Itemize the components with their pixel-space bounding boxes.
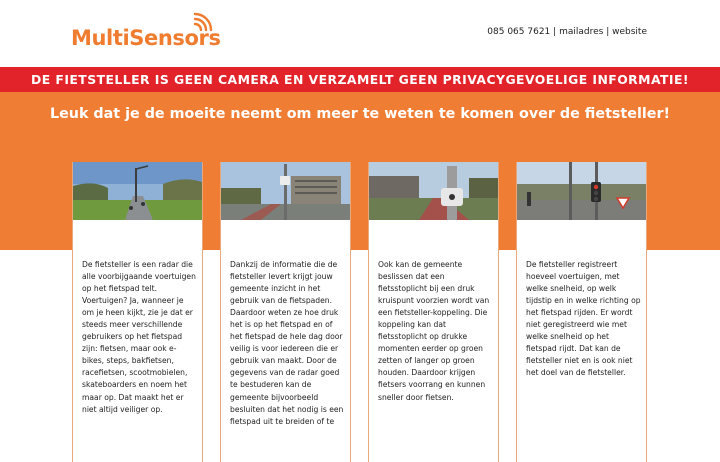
card-photo-street xyxy=(73,162,202,220)
multisensors-logo[interactable] xyxy=(71,12,231,52)
contact-separator: | xyxy=(606,27,610,37)
info-card-4 xyxy=(516,162,647,462)
mail-link[interactable]: mailadres xyxy=(559,27,604,37)
card-photo-sensor-pole xyxy=(221,162,350,220)
card-photo-sensor-closeup xyxy=(369,162,498,220)
hero-headline: Leuk dat je de moeite neemt om meer te weten te komen over de fietsteller! xyxy=(49,106,671,122)
website-link[interactable]: website xyxy=(612,27,647,37)
info-card-1 xyxy=(72,162,203,462)
contact-links xyxy=(487,27,647,37)
card-text-2: Dankzij de informatie die de fietsteller levert krijgt jouw gemeente inzicht in het gebruik van de fietspaden. Daardoor weten ze hoe druk het is op het fietspad en of het fietspad de hele dag door veilig is voor iedereen die er gebruik van maakt. Door de gegevens van de radar goed te bestuderen kan de gemeente bijvoorbeeld besluiten dat het nodig is een fietspad uit te breiden of te xyxy=(230,260,344,426)
card-photo-traffic-lights xyxy=(517,162,646,220)
card-text-3: Ook kan de gemeente beslissen dat een fietsstoplicht bij een druk kruispunt voorzien wordt van een fietsteller-koppeling. Die koppeling kan dat fietsstoplicht op drukke momenten eerder op groen zetten of langer op groen houden. Daardoor krijgen fietsers voorrang en kunnen sneller door fietsen. xyxy=(378,260,490,402)
info-card-2 xyxy=(220,162,351,462)
card-text-1: De fietsteller is een radar die alle voorbijgaande voertuigen op het fietspad telt. Voertuigen? Ja, wanneer je om je heen kijkt, zie je dat er steeds meer verschillende gebruikers op het fietspad zijn: fietsen, maar ook e-bikes, steps, bakfietsen, racefietsen, scootmobielen, skateboarders en noem het maar op. Dat maakt het er niet altijd veiliger op. xyxy=(82,260,196,414)
card-text-4: De fietsteller registreert hoeveel voertuigen, met welke snelheid, op welk tijdstip en in welke richting op het fietspad rijden. Er wordt niet geregistreerd wie met welke snelheid op het fietspad rijdt. Dat kan de fietsteller niet en is ook niet het doel van de fietsteller. xyxy=(526,260,641,378)
contact-separator: | xyxy=(553,27,557,37)
info-card-3 xyxy=(368,162,499,462)
privacy-banner: DE FIETSTELLER IS GEEN CAMERA EN VERZAMELT GEEN PRIVACYGEVOELIGE INFORMATIE! xyxy=(0,67,720,92)
phone-link[interactable]: 085 065 7621 xyxy=(487,27,551,37)
site-header xyxy=(0,0,720,67)
signal-waves-icon xyxy=(191,12,217,34)
logo-text: MultiSensors xyxy=(71,26,221,50)
